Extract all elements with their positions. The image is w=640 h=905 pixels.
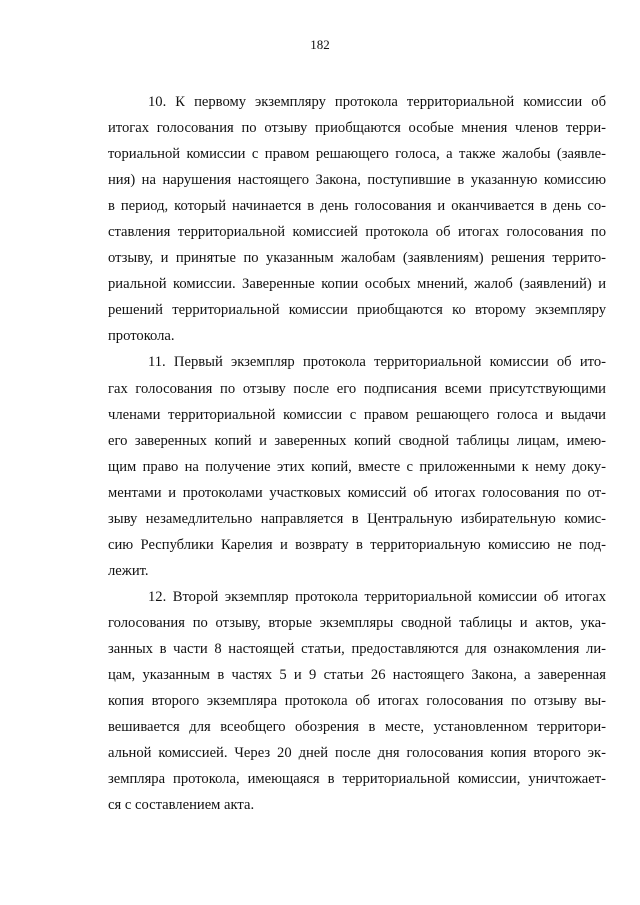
text-line: земпляра протокола, имеющаяся в территориальной комиссии, уничтожает- [108, 771, 606, 788]
paragraph-10 [108, 89, 606, 349]
text-line: ся с составлением акта. [108, 797, 255, 814]
text-line: щим право на получение этих копий, вместе с приложенными к нему доку- [108, 458, 606, 475]
text-line: итогах голосования по отзыву приобщаются особые мнения членов терри- [108, 120, 606, 137]
text-line: ния) на нарушения настоящего Закона, поступившие в указанную комиссию [108, 172, 606, 189]
text-line: 11. Первый экземпляр протокола территориальной комиссии об ито- [148, 354, 606, 371]
text-line: риальной комиссии. Заверенные копии особых мнений, жалоб (заявлений) и [108, 276, 606, 293]
text-line: гах голосования по отзыву после его подписания всеми присутствующими [108, 380, 606, 397]
text-line: членами территориальной комиссии с правом решающего голоса и выдачи [108, 406, 606, 423]
text-line: сию Республики Карелия и возврату в территориальную комиссию не под- [108, 536, 606, 553]
text-line: зыву незамедлительно направляется в Центральную избирательную комис- [108, 510, 606, 527]
text-line: занных в части 8 настоящей статьи, предоставляются для ознакомления ли- [108, 640, 606, 657]
text-line: голосования по отзыву, вторые экземпляры сводной таблицы и актов, ука- [108, 614, 606, 631]
paragraph-11 [108, 349, 606, 583]
text-line: копия второго экземпляра протокола об итогах голосования по отзыву вы- [108, 693, 606, 710]
text-line: 12. Второй экземпляр протокола территориальной комиссии об итогах [148, 588, 606, 605]
text-line: в период, который начинается в день голосования и оканчивается в день со- [108, 198, 606, 215]
text-line: решений территориальной комиссии приобщаются ко второму экземпляру [108, 302, 606, 319]
text-line: его заверенных копий и заверенных копий сводной таблицы лицам, имею- [108, 432, 606, 449]
text-line: ставления территориальной комиссией протокола об итогах голосования по [108, 224, 606, 241]
paragraph-12 [108, 584, 606, 818]
text-line: отзыву, и принятые по указанным жалобам (заявлениям) решения террито- [108, 250, 606, 267]
text-line: ментами и протоколами участковых комиссий об итогах голосования по от- [108, 484, 606, 501]
text-line: протокола. [108, 328, 175, 345]
text-line: цам, указанным в частях 5 и 9 статьи 26 настоящего Закона, а заверенная [108, 667, 606, 684]
text-line: альной комиссией. Через 20 дней после дня голосования копия второго эк- [108, 745, 606, 762]
text-line: ториальной комиссии с правом решающего голоса, а также жалобы (заявле- [108, 146, 606, 163]
page-number: 182 [310, 37, 330, 52]
text-line: лежит. [108, 562, 149, 579]
document-body [108, 89, 606, 818]
text-line: вешивается для всеобщего обозрения в месте, установленном территори- [108, 719, 606, 736]
text-line: 10. К первому экземпляру протокола территориальной комиссии об [148, 94, 606, 110]
